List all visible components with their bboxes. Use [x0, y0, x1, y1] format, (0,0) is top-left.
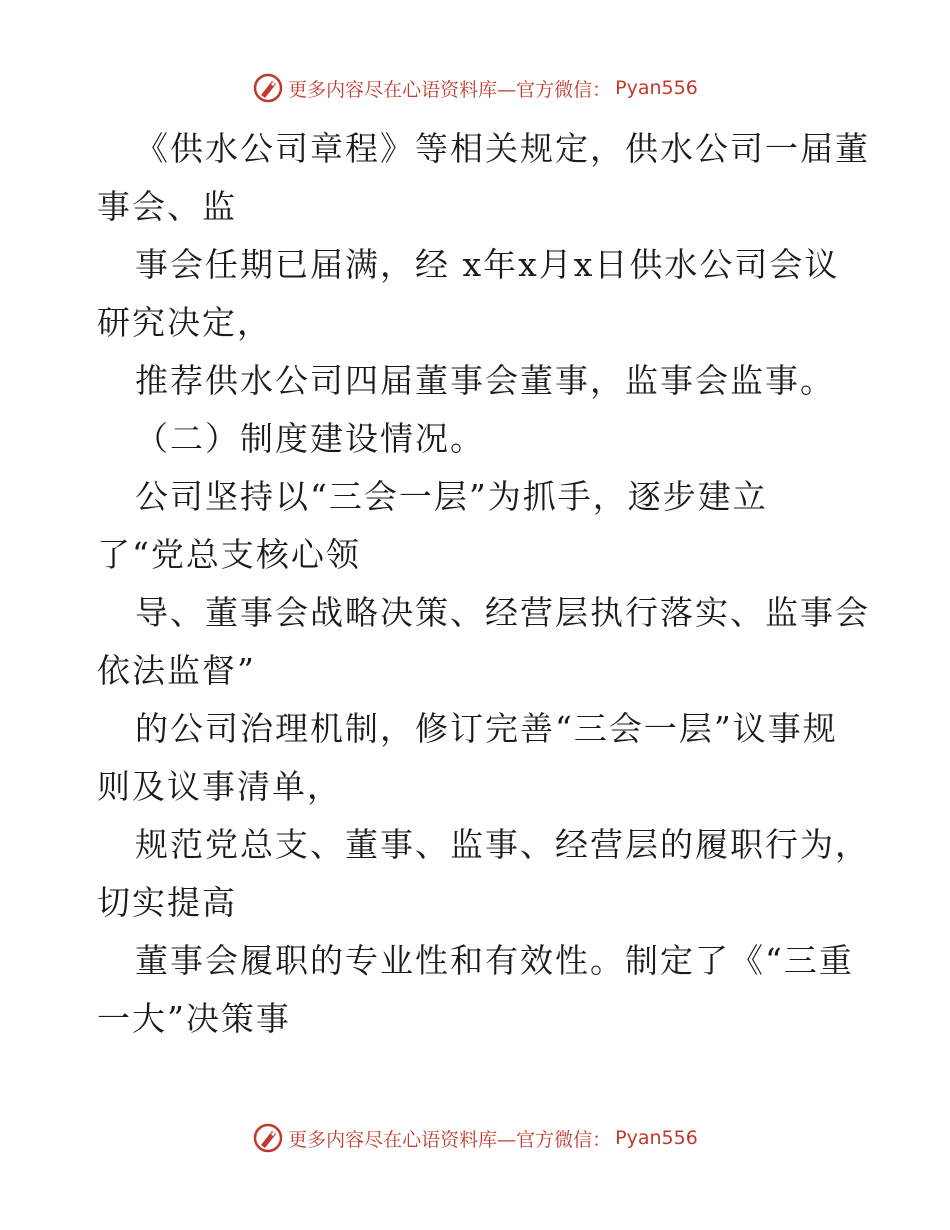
text-line: 董事会履职的专业性和有效性。制定了《“三重 — [135, 941, 854, 980]
pen-nib-logo-icon — [252, 1122, 284, 1154]
header-watermark — [0, 72, 950, 104]
text-line: 一大”决策事 — [97, 999, 291, 1038]
text-line: 的公司治理机制，修订完善“三会一层”议事规 — [135, 709, 838, 748]
watermark-text: 更多内容尽在心语资料库—官方微信： — [288, 1128, 612, 1151]
text-line: 推荐供水公司四届董事会董事，监事会监事。 — [135, 361, 835, 400]
text-line: 则及议事清单， — [97, 767, 342, 806]
text-line: 事会任期已届满，经 x年x月x日供水公司会议 — [135, 245, 840, 284]
text-line: 导、董事会战略决策、经营层执行落实、监事会 — [135, 593, 870, 632]
text-line: 公司坚持以“三会一层”为抓手，逐步建立 — [135, 477, 768, 516]
watermark-wechat-id: Pyan556 — [615, 1127, 698, 1149]
text-line: 规范党总支、董事、监事、经营层的履职行为， — [135, 825, 870, 864]
text-line: 事会、监 — [97, 187, 237, 226]
footer-watermark — [0, 1122, 950, 1154]
document-body — [97, 120, 870, 1048]
text-line: 切实提高 — [97, 883, 237, 922]
section-heading: （二）制度建设情况。 — [135, 419, 485, 458]
pen-nib-logo-icon — [252, 72, 284, 104]
watermark-text: 更多内容尽在心语资料库—官方微信： — [288, 78, 612, 101]
text-line: 依法监督” — [97, 651, 256, 690]
text-line: 了“党总支核心领 — [97, 535, 361, 574]
watermark-wechat-id: Pyan556 — [615, 77, 698, 99]
text-line: 研究决定， — [97, 303, 272, 342]
text-line: 《供水公司章程》等相关规定，供水公司一届董 — [135, 129, 870, 168]
